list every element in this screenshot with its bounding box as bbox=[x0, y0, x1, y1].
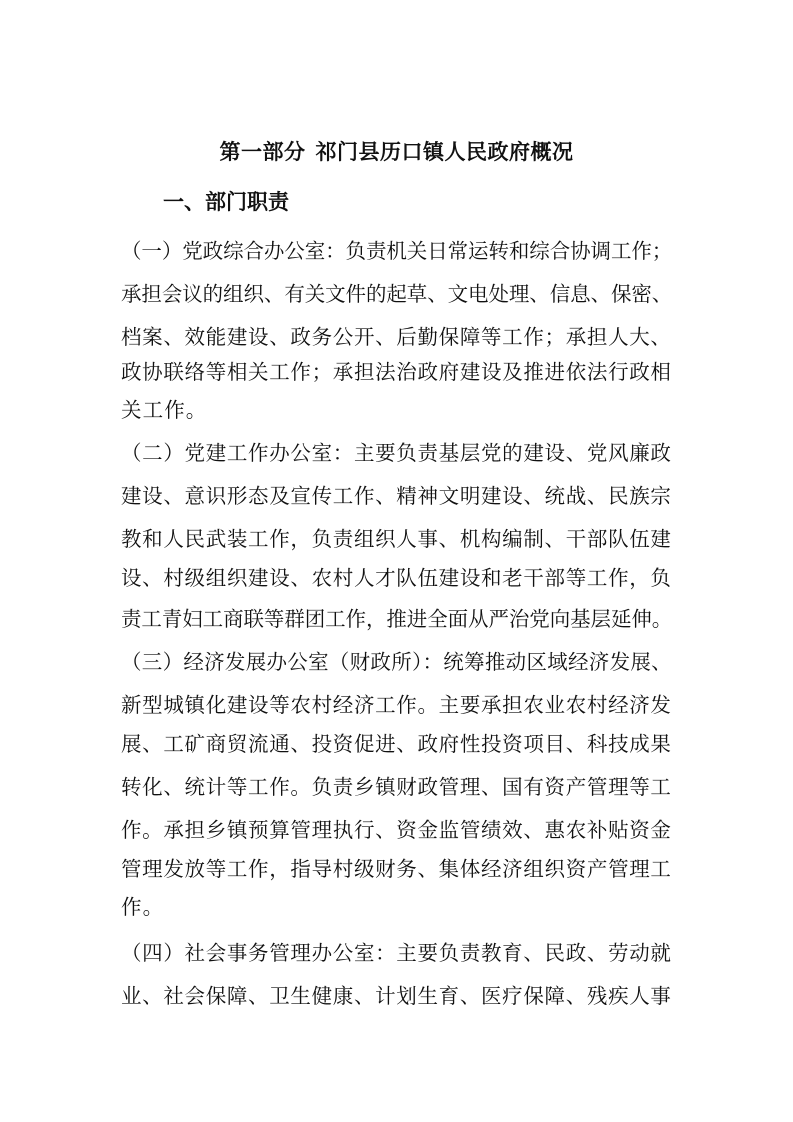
body-text-line: 政协联络等相关工作；承担法治政府建设及推进依法行政相 bbox=[121, 360, 672, 384]
body-text-line: （二）党建工作办公室：主要负责基层党的建设、党风廉政 bbox=[121, 441, 672, 465]
title-text: 祁门县历口镇人民政府概况 bbox=[315, 140, 574, 164]
body-text-line: 承担会议的组织、有关文件的起草、文电处理、信息、保密、 bbox=[121, 282, 673, 306]
body-text-line: 作。承担乡镇预算管理执行、资金监管绩效、惠农补贴资金 bbox=[121, 818, 672, 842]
body-text-line: 展、工矿商贸流通、投资促进、政府性投资项目、科技成果 bbox=[121, 732, 672, 756]
section-heading: 一、部门职责 bbox=[163, 190, 289, 214]
body-text-line: 业、社会保障、卫生健康、计划生育、医疗保障、残疾人事 bbox=[121, 984, 672, 1008]
body-text-line: 转化、统计等工作。负责乡镇财政管理、国有资产管理等工 bbox=[121, 775, 672, 799]
body-text-line: 关工作。 bbox=[121, 398, 208, 422]
body-text-line: （四）社会事务管理办公室：主要负责教育、民政、劳动就 bbox=[121, 941, 672, 965]
body-text-line: （一）党政综合办公室：负责机关日常运转和综合协调工作； bbox=[121, 239, 673, 263]
body-text-line: 作。 bbox=[121, 895, 165, 919]
body-text-line: 责工青妇工商联等群团工作，推进全面从严治党向基层延伸。 bbox=[121, 607, 673, 631]
body-text-line: 教和人民武装工作，负责组织人事、机构编制、干部队伍建 bbox=[121, 527, 672, 551]
body-text-line: 档案、效能建设、政务公开、后勤保障等工作；承担人大、 bbox=[121, 325, 672, 349]
page-title bbox=[0, 136, 793, 166]
body-text-line: 建设、意识形态及宣传工作、精神文明建设、统战、民族宗 bbox=[121, 484, 672, 508]
title-part: 第一部分 bbox=[219, 140, 306, 164]
body-text-line: 管理发放等工作，指导村级财务、集体经济组织资产管理工 bbox=[121, 857, 672, 881]
body-text-line: 设、村级组织建设、农村人才队伍建设和老干部等工作，负 bbox=[121, 566, 672, 590]
body-text-line: （三）经济发展办公室（财政所）：统筹推动区域经济发展、 bbox=[121, 650, 672, 674]
body-text-line: 新型城镇化建设等农村经济工作。主要承担农业农村经济发 bbox=[121, 693, 672, 717]
